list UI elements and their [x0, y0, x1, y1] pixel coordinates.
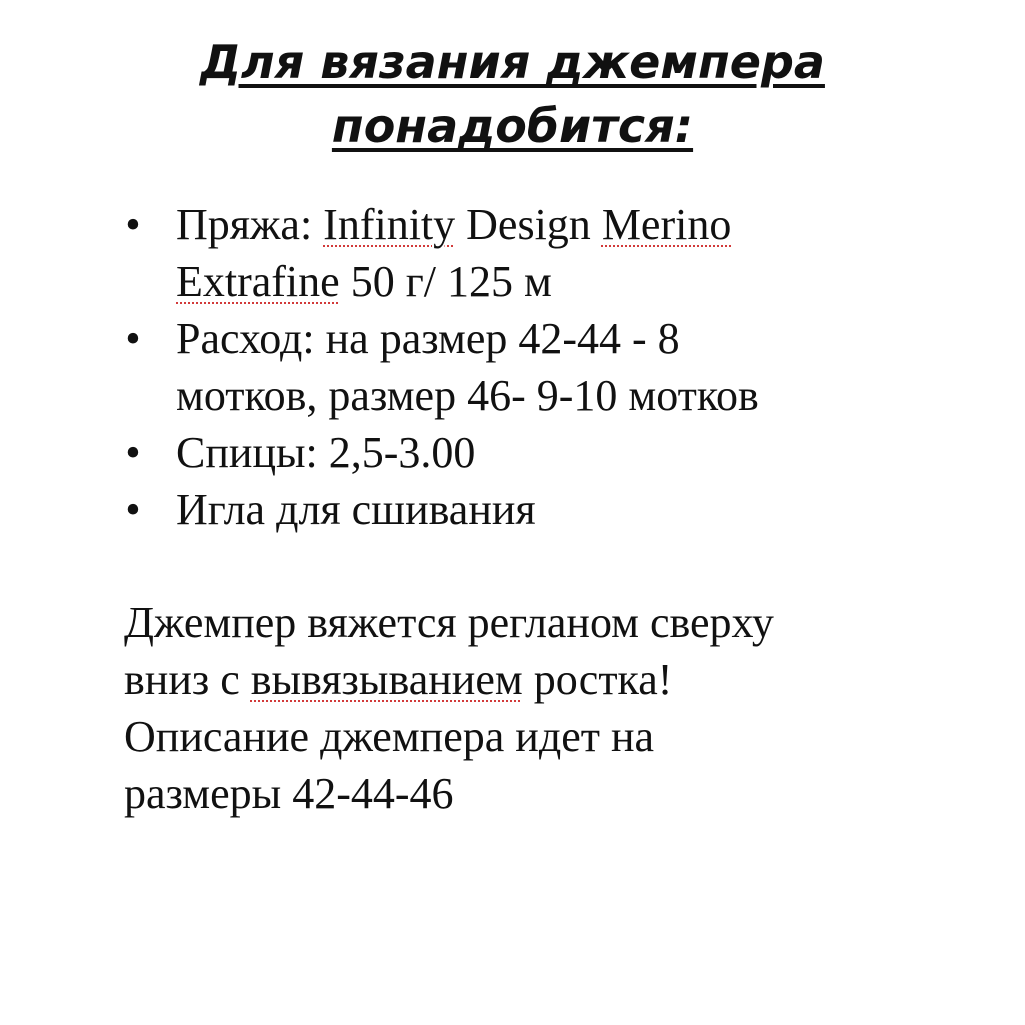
bullet-icon: •	[125, 485, 141, 534]
yarn-suffix: 50 г/ 125 м	[339, 257, 552, 306]
title-line-2: понадобится:	[331, 99, 694, 153]
yarn-word-extrafine: Extrafine	[176, 257, 340, 306]
description-line-2-before: вниз с	[124, 655, 251, 704]
description-line-2-word: вывязыванием	[250, 655, 523, 704]
sewing-needle-text: Игла для сшивания	[176, 485, 536, 534]
needles-text: Спицы: 2,5-3.00	[176, 428, 476, 477]
description-line-1: Джемпер вяжется регланом сверху	[124, 598, 774, 647]
consumption-line-2: мотков, размер 46- 9-10 мотков	[176, 371, 759, 420]
yarn-word-infinity: Infinity	[323, 200, 456, 249]
title-line-1: Для вязания джемпера	[200, 35, 825, 89]
description-line-3: Описание джемпера идет на	[124, 712, 655, 761]
bullet-icon: •	[125, 428, 141, 477]
list-item-consumption	[118, 310, 998, 424]
yarn-word-merino: Merino	[601, 200, 732, 249]
list-item-yarn	[118, 196, 998, 310]
list-item-needles	[118, 424, 998, 481]
yarn-prefix: Пряжа:	[176, 200, 324, 249]
page-title	[0, 30, 1025, 158]
yarn-mid: Design	[455, 200, 602, 249]
materials-list	[118, 196, 998, 538]
description-line-2-after: ростка!	[522, 655, 673, 704]
description-paragraph	[124, 594, 1004, 822]
bullet-icon: •	[125, 314, 141, 363]
list-item-sewing-needle	[118, 481, 998, 538]
consumption-line-1: Расход: на размер 42-44 - 8	[176, 314, 680, 363]
bullet-icon: •	[125, 200, 141, 249]
description-line-4: размеры 42-44-46	[124, 769, 454, 818]
